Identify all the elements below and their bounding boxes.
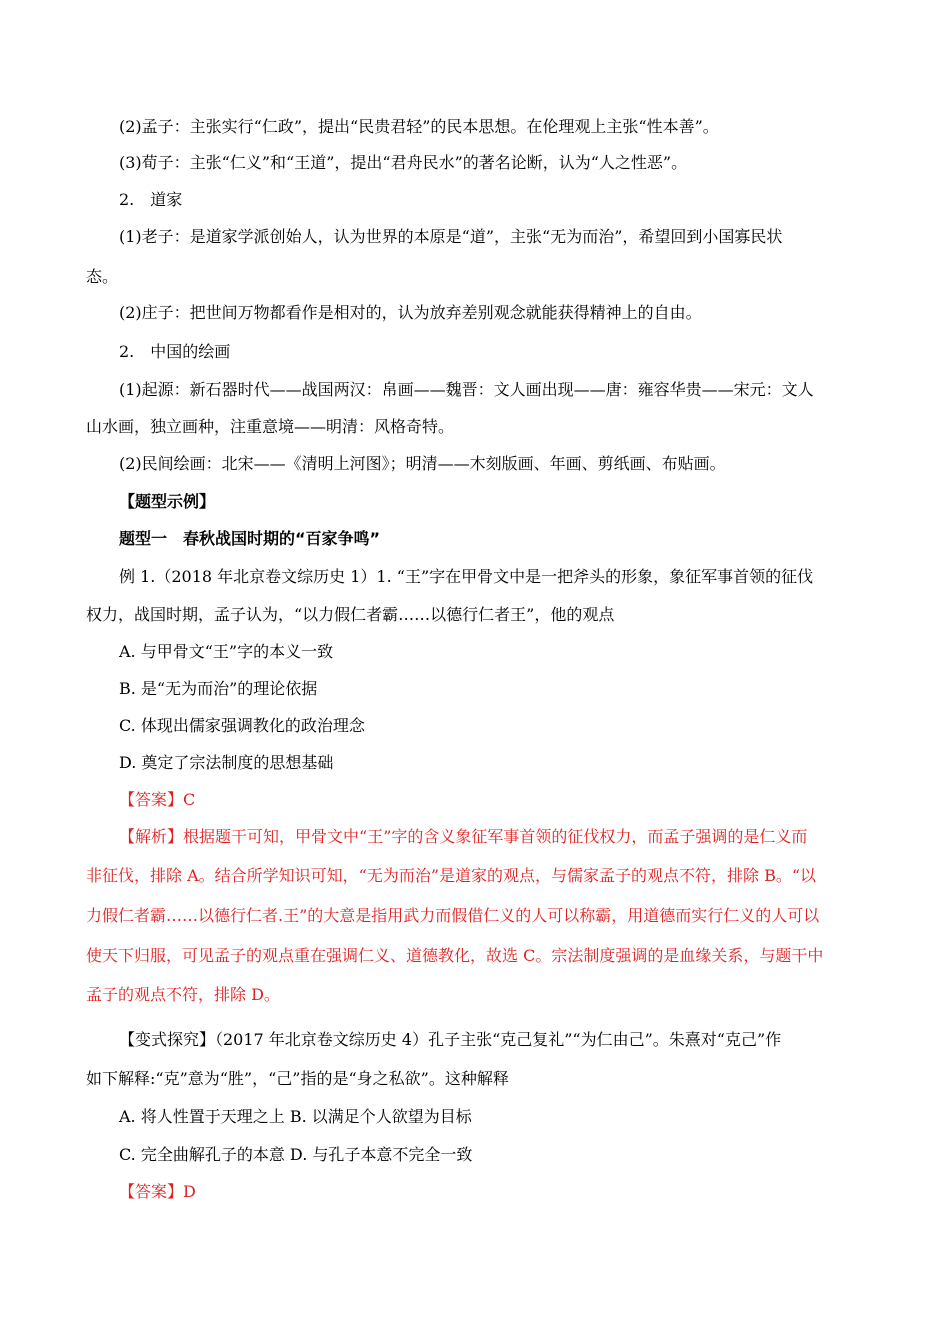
- variant-line1: 【变式探究】（2017 年北京卷文综历史 4）孔子主张“克己复礼”“为仁由己”。朱熹对“克己”作: [119, 1030, 782, 1049]
- analysis-text: 根据题干可知，甲骨文中“王”字的含义象征军事首领的征伐权力，而孟子强调的是仁义而: [183, 827, 808, 846]
- painting-origin-line2: 山水画，独立画种，注重意境——明清：风格奇特。: [86, 417, 455, 436]
- variant-line2: 如下解释:“克”意为“胜”，“己”指的是“身之私欲”。这种解释: [86, 1069, 509, 1088]
- option-b: B. 是“无为而治”的理论依据: [119, 679, 318, 698]
- answer-value: C: [183, 790, 196, 809]
- variant-answer: [119, 1181, 196, 1203]
- variant-options-cd: C. 完全曲解孔子的本意 D. 与孔子本意不完全一致: [119, 1145, 473, 1164]
- examples-heading: 【题型示例】: [119, 492, 216, 511]
- answer-value: D: [183, 1182, 196, 1201]
- answer-tag: 【答案】: [119, 790, 184, 809]
- painting-heading: 2. 中国的绘画: [119, 342, 231, 361]
- example1-stem-line1: 例 1.（2018 年北京卷文综历史 1）1. “王”字在甲骨文中是一把斧头的形象，象征军事首领的征伐: [119, 567, 814, 586]
- folk-painting-paragraph: (2)民间绘画：北宋——《清明上河图》；明清——木刻版画、年画、剪纸画、布贴画。: [119, 454, 726, 473]
- zhuangzi-paragraph: (2)庄子：把世间万物都看作是相对的，认为放弃差别观念就能获得精神上的自由。: [119, 303, 702, 322]
- example1-stem-line2: 权力，战国时期，孟子认为，“以力假仁者霸……以德行仁者王”，他的观点: [86, 605, 615, 624]
- variant-options-ab: A. 将人性置于天理之上 B. 以满足个人欲望为目标: [119, 1107, 472, 1126]
- example1-answer: [119, 789, 195, 811]
- option-a: A. 与甲骨文“王”字的本义一致: [119, 642, 334, 661]
- laozi-paragraph-line2: 态。: [86, 267, 119, 286]
- analysis-line4: 使天下归服，可见孟子的观点重在强调仁义、道德教化，故选 C。宗法制度强调的是血缘关系，与题干中: [86, 946, 824, 965]
- daoist-heading: 2. 道家: [119, 190, 183, 209]
- analysis-line5: 孟子的观点不符，排除 D。: [86, 985, 280, 1004]
- analysis-line3: 力假仁者霸……以德行仁者.王”的大意是指用武力而假借仁义的人可以称霸，用道德而实行仁义的人可以: [86, 906, 820, 925]
- analysis-line1: [119, 826, 807, 848]
- type1-heading: 题型一 春秋战国时期的“百家争鸣”: [119, 529, 381, 548]
- answer-tag: 【答案】: [119, 1182, 184, 1201]
- mencius-paragraph: (2)孟子：主张实行“仁政”，提出“民贵君轻”的民本思想。在伦理观上主张“性本善”。: [119, 117, 719, 136]
- painting-origin-line1: (1)起源：新石器时代——战国两汉：帛画——魏晋：文人画出现——唐：雍容华贵——宋元：文人: [119, 380, 814, 399]
- option-c: C. 体现出儒家强调教化的政治理念: [119, 716, 365, 735]
- analysis-tag: 【解析】: [119, 827, 184, 846]
- analysis-line2: 非征伐，排除 A。结合所学知识可知，“无为而治”是道家的观点，与儒家孟子的观点不符，排除 B。“以: [86, 866, 817, 885]
- option-d: D. 奠定了宗法制度的思想基础: [119, 753, 334, 772]
- laozi-paragraph-line1: (1)老子：是道家学派创始人，认为世界的本原是“道”，主张“无为而治”，希望回到小国寡民状: [119, 227, 783, 246]
- xunzi-paragraph: (3)荀子：主张“仁义”和“王道”，提出“君舟民水”的著名论断，认为“人之性恶”。: [119, 153, 688, 172]
